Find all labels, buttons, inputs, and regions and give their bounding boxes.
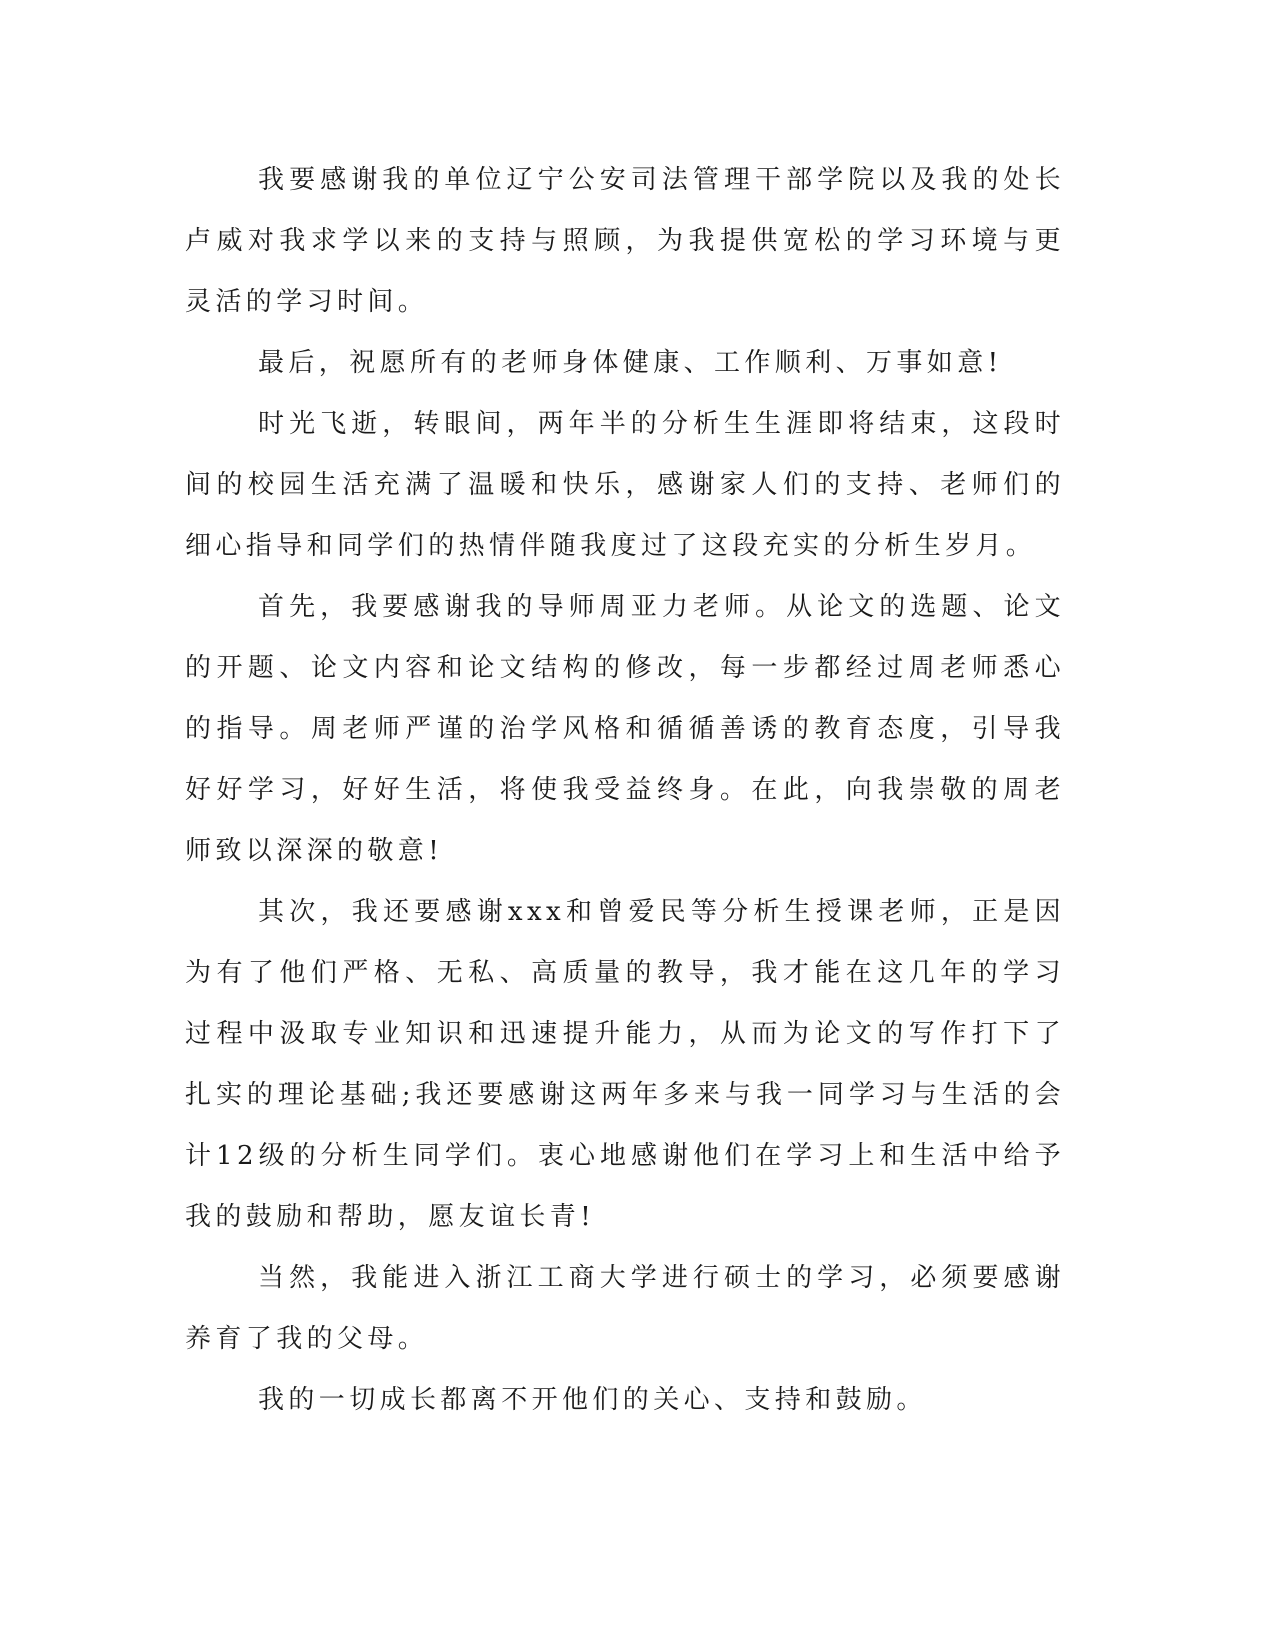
paragraph-5: 其次，我还要感谢xxx和曾爱民等分析生授课老师，正是因为有了他们严格、无私、高质量的教导，我才能在这几年的学习过程中汲取专业知识和迅速提升能力，从而为论文的写作打下了扎实的理论基础;我还要感谢这两年多来与我一同学习与生活的会计12级的分析生同学们。衷心地感谢他们在学习上和生活中给予我的鼓励和帮助，愿友谊长青! xyxy=(185,897,1065,1232)
paragraph-2: 最后，祝愿所有的老师身体健康、工作顺利、万事如意! xyxy=(258,348,1003,378)
paragraph-7: 我的一切成长都离不开他们的关心、支持和鼓励。 xyxy=(258,1385,927,1415)
paragraph-6: 当然，我能进入浙江工商大学进行硕士的学习，必须要感谢养育了我的父母。 xyxy=(185,1263,1065,1354)
paragraph-3: 时光飞逝，转眼间，两年半的分析生生涯即将结束，这段时间的校园生活充满了温暖和快乐，感谢家人们的支持、老师们的细心指导和同学们的热情伴随我度过了这段充实的分析生岁月。 xyxy=(185,409,1065,561)
document-body xyxy=(185,150,1065,1431)
paragraph-4: 首先，我要感谢我的导师周亚力老师。从论文的选题、论文的开题、论文内容和论文结构的修改，每一步都经过周老师悉心的指导。周老师严谨的治学风格和循循善诱的教育态度，引导我好好学习，好好生活，将使我受益终身。在此，向我崇敬的周老师致以深深的敬意! xyxy=(185,592,1065,866)
paragraph-1: 我要感谢我的单位辽宁公安司法管理干部学院以及我的处长卢威对我求学以来的支持与照顾，为我提供宽松的学习环境与更灵活的学习时间。 xyxy=(185,165,1065,317)
